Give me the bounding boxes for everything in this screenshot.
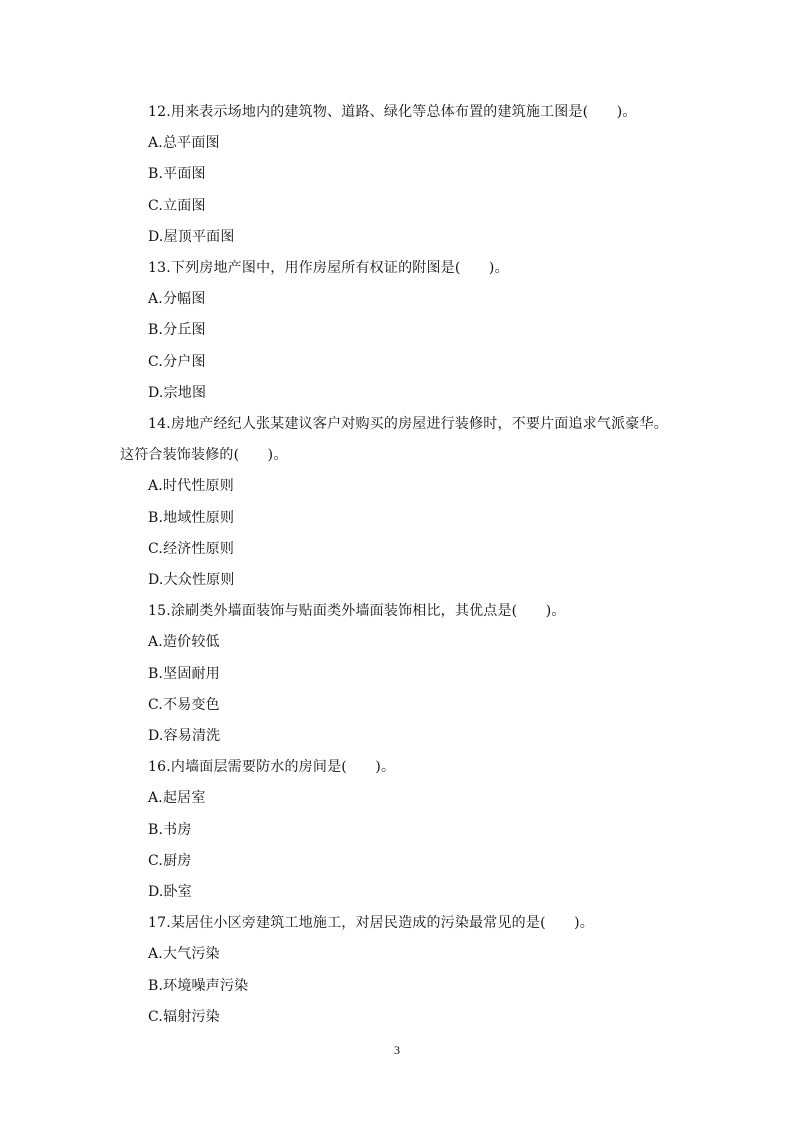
answer-option: B.平面图: [148, 166, 206, 183]
answer-option: B.书房: [148, 821, 192, 838]
answer-option: B.分丘图: [148, 322, 206, 339]
answer-option: A.总平面图: [148, 135, 220, 152]
question-block: [120, 596, 680, 752]
answer-option: C.立面图: [148, 197, 206, 214]
question-list: [120, 97, 680, 1033]
question-block: [120, 253, 680, 409]
question-text: 13.下列房地产图中，用作房屋所有权证的附图是( )。: [148, 260, 509, 277]
answer-option: A.起居室: [148, 790, 206, 807]
answer-option: B.坚固耐用: [148, 665, 220, 682]
answer-option: A.时代性原则: [148, 478, 234, 495]
answer-option: D.卧室: [148, 884, 192, 901]
question-block: [120, 409, 680, 596]
answer-option: D.大众性原则: [148, 572, 235, 589]
question-text: 16.内墙面层需要防水的房间是( )。: [148, 759, 396, 776]
question-block: [120, 752, 680, 908]
answer-option: C.经济性原则: [148, 540, 235, 557]
answer-option: A.大气污染: [148, 946, 220, 963]
question-text: 14.房地产经纪人张某建议客户对购买的房屋进行装修时，不要片面追求气派豪华。这符合装饰装修的( )。: [120, 416, 668, 464]
answer-option: C.厨房: [148, 852, 192, 869]
answer-option: B.地域性原则: [148, 509, 235, 526]
question-block: [120, 97, 680, 253]
answer-option: A.分幅图: [148, 291, 206, 308]
answer-option: B.环境噪声污染: [148, 977, 249, 994]
answer-option: C.分户图: [148, 353, 206, 370]
answer-option: D.容易清洗: [148, 728, 221, 745]
answer-option: C.不易变色: [148, 696, 220, 713]
question-block: [120, 908, 680, 1033]
question-text: 17.某居住小区旁建筑工地施工，对居民造成的污染最常见的是( )。: [148, 915, 594, 932]
answer-option: C.辐射污染: [148, 1008, 220, 1025]
question-text: 12.用来表示场地内的建筑物、道路、绿化等总体布置的建筑施工图是( )。: [148, 104, 637, 120]
question-text: 15.涂刷类外墙面装饰与贴面类外墙面装饰相比，其优点是( )。: [148, 603, 566, 620]
answer-option: D.屋顶平面图: [148, 228, 235, 245]
answer-option: A.造价较低: [148, 634, 220, 651]
page-number: 3: [394, 1043, 400, 1057]
answer-option: D.宗地图: [148, 384, 207, 401]
